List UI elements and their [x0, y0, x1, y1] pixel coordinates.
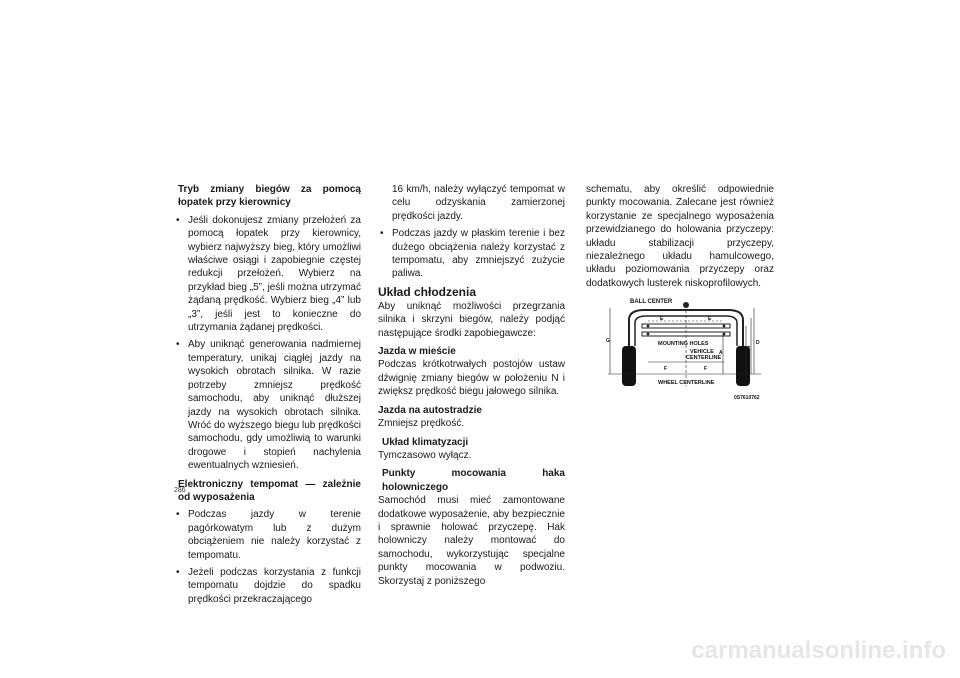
mounting-hole: [647, 325, 650, 328]
ac-text: Tymczasowo wyłącz.: [378, 449, 472, 461]
heading-highway-driving: Jazda na autostradzie: [378, 404, 482, 416]
mounting-holes-label: MOUNTING HOLES: [658, 341, 709, 348]
list-item: • Podczas jazdy w płaskim terenie i bez dużego obciążenia należy korzystać z tempomatu, aby zmniejszyć zużycie paliwa.: [378, 227, 565, 281]
cooling-text: Aby uniknąć możliwości przegrzania silnika i skrzyni biegów, należy podjąć następujące środki zapobiegawcze:: [378, 300, 565, 339]
column-middle: [378, 183, 565, 588]
vehicle-centerline-label: CENTERLINE: [686, 355, 722, 362]
vehicle-centerline-label: VEHICLE: [690, 349, 714, 356]
heading-paddle-shift: Tryb zmiany biegów za pomocą łopatek przy kierownicy: [178, 184, 361, 209]
heading-air-conditioning: Układ klimatyzacji: [382, 436, 469, 448]
heading-cooling-system: Układ chłodzenia: [378, 284, 477, 299]
cruise-control-list: [174, 508, 361, 606]
heading-cruise-control: Elektroniczny tempomat — zależnie od wyposażenia: [178, 478, 361, 503]
watermark: carmanualsonline.info: [691, 637, 946, 664]
label-a: A: [719, 350, 723, 357]
figure-id: 0S7610762: [734, 395, 760, 402]
list-item: • Aby uniknąć generowania nadmiernej temperatury, unikaj ciągłej jazdy na wysokich obrotach silnika. W razie potrzeby zmniejsz prędkość samochodu, aby uniknąć dłuższej jazdy na wysokich obrotach silnika. Wróć do wyższego biegu lub prędkości samochodu, gdy umożliwią to warunki drogowe i stopień nachylenia ewentualnych wzniesień.: [174, 338, 361, 472]
hitch-text-continued: schematu, aby określić odpowiednie punkty mocowania. Zalecane jest również korzystanie ze specjalnego wyposażenia przewidzianego do holowania przyczepy: układu stabilizacji przyczepy, niezależnego układu hamulcowego, układu poziomowania przyczepy oraz dodatkowych lusterek niskoprofilowych.: [586, 184, 774, 289]
list-item: • Jeśli dokonujesz zmiany przełożeń za pomocą łopatek przy kierownicy, wybierz najwyższy bieg, który umożliwi właściwe osiągi i zapobiegnie częstej redukcji przełożeń. Wybierz na przykład bieg „5”, jeśli można utrzymać żądaną prędkość. Wybierz bieg „4” lub „3”, jeśli jest to konieczne do utrzymania żądanej prędkości.: [174, 214, 361, 335]
list-item: • Jeżeli podczas korzystania z funkcji tempomatu dojdzie do spadku prędkości przekraczającego: [174, 566, 361, 606]
label-e: E: [660, 316, 664, 323]
cruise-control-list-continued: [378, 183, 565, 281]
list-item-continued: 16 km/h, należy wyłączyć tempomat w celu odzyskania zamierzonej prędkości jazdy.: [392, 184, 565, 222]
label-f: F: [664, 366, 668, 373]
ball-center-label: BALL CENTER: [630, 299, 673, 306]
heading-city-driving: Jazda w mieście: [378, 346, 456, 358]
column-left: [174, 183, 361, 606]
mounting-hole: [647, 333, 650, 336]
label-c: C: [747, 346, 751, 353]
label-f: F: [704, 366, 708, 373]
page-number: 286: [174, 487, 186, 494]
label-e: E: [708, 316, 712, 323]
list-item: • Podczas jazdy w terenie pagórkowatym lub z dużym obciążeniem nie należy korzystać z tempomatu.: [174, 508, 361, 562]
label-b: B: [742, 356, 746, 363]
right-tire: [736, 346, 750, 386]
label-g: G: [606, 338, 610, 345]
label-d: D: [756, 340, 760, 347]
mounting-hole: [723, 325, 726, 328]
highway-text: Zmniejsz prędkość.: [378, 418, 465, 430]
column-right: [586, 183, 774, 404]
city-text: Podczas krótkotrwałych postojów ustaw dźwignię zmiany biegów w położeniu N i zwiększ prędkość biegu jałowego silnika.: [378, 359, 565, 398]
hitch-text: Samochód musi mieć zamontowane dodatkowe wyposażenie, aby bezpiecznie i sprawnie holować przyczepę. Hak holowniczy należy montować do samochodu, wykorzystując specjalne punkty mocowania w podwoziu. Skorzystaj z poniższego: [378, 495, 565, 587]
heading-hitch-points: Punkty mocowania haka holowniczego: [382, 468, 565, 493]
wheel-centerline-label: WHEEL CENTERLINE: [658, 380, 715, 387]
hitch-mounting-diagram: [586, 296, 774, 404]
left-tire: [622, 346, 636, 386]
paddle-shift-list: [174, 214, 361, 473]
